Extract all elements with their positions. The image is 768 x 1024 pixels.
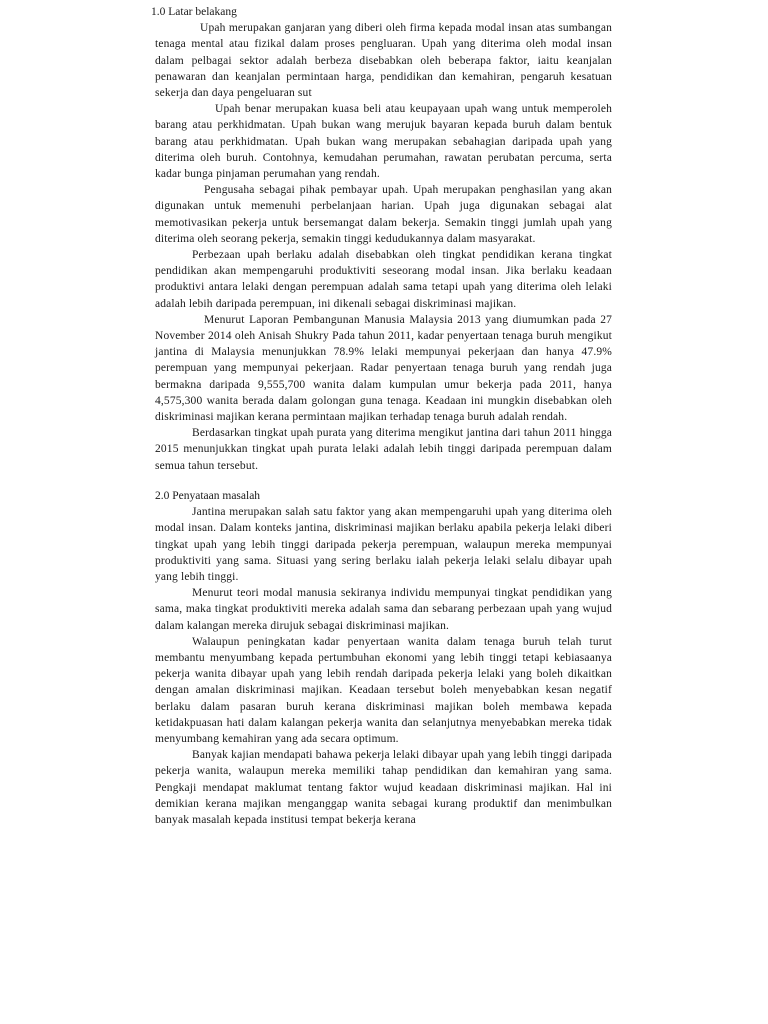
paragraph: Upah benar merupakan kuasa beli atau keupayaan upah wang untuk memperoleh barang atau perkhidmatan. Upah bukan wang merujuk bayaran kepada buruh dalam bentuk barang atau perkhidmatan. Upah bukan wang merupakan sebahagian daripada upah yang diterima oleh buruh. Contohnya, kemudahan perumahan, rawatan perubatan percuma, serta kadar bunga pinjaman perumahan yang rendah.	[155, 103, 612, 181]
document-page	[151, 4, 612, 828]
paragraph: Berdasarkan tingkat upah purata yang diterima mengikut jantina dari tahun 2011 hingga 2015 menunjukkan tingkat upah purata lelaki adalah lebih tinggi daripada perempuan dalam semua tahun tersebut.	[155, 427, 612, 472]
paragraph: Menurut teori modal manusia sekiranya individu mempunyai tingkat pendidikan yang sama, maka tingkat produktiviti mereka adalah sama dan sebarang perbezaan upah yang wujud dalam kalangan mereka dirujuk sebagai diskriminasi majikan.	[155, 587, 612, 632]
section-heading-penyataan-masalah: 2.0 Penyataan masalah	[155, 489, 261, 502]
paragraph: Pengusaha sebagai pihak pembayar upah. Upah merupakan penghasilan yang akan digunakan untuk memenuhi perbelanjaan harian. Upah juga digunakan sebagai alat memotivasikan pekerja untuk bersemangat dalam bekerja. Semakin tinggi jumlah upah yang diterima oleh seorang pekerja, semakin tinggi kedudukannya dalam masyarakat.	[155, 184, 612, 245]
paragraph: Walaupun peningkatan kadar penyertaan wanita dalam tenaga buruh telah turut membantu menyumbang kepada pertumbuhan ekonomi yang lebih tinggi tetapi kebiasaanya pekerja wanita dibayar upah yang lebih rendah daripada pekerja lelaki yang boleh dikaitkan dengan amalan diskriminasi majikan. Keadaan tersebut boleh menyebabkan kesan negatif berlaku dalam pasaran buruh kerana diskriminasi majikan boleh membawa kepada ketidakpuasan hati dalam kalangan pekerja wanita dan selanjutnya menyebabkan mereka tidak menyumbang kemahiran yang ada secara optimum.	[155, 635, 612, 745]
paragraph: Menurut Laporan Pembangunan Manusia Malaysia 2013 yang diumumkan pada 27 November 2014 oleh Anisah Shukry Pada tahun 2011, kadar penyertaan tenaga buruh mengikut jantina di Malaysia menunjukkan 78.9% lelaki mempunyai pekerjaan dan hanya 47.9% perempuan yang mempunyai pekerjaan. Radar penyertaan tenaga buruh yang rendah juga bermakna daripada 9,555,700 wanita dalam kumpulan umur bekerja pada 2011, hanya 4,575,300 wanita berada dalam golongan guna tenaga. Keadaan ini mungkin disebabkan oleh diskriminasi majikan kerana permintaan majikan terhadap tenaga buruh adalah rendah.	[155, 313, 612, 424]
paragraph: Upah merupakan ganjaran yang diberi oleh firma kepada modal insan atas sumbangan tenaga mental atau fizikal dalam proses pengluaran. Upah yang diterima oleh modal insan dalam pelbagai sektor adalah berbeza disebabkan oleh beberapa faktor, iaitu keanjalan penawaran dan keanjalan permintaan harga, pendidikan dan kemahiran, pengaruh kesatuan sekerja dan daya pengeluaran sut	[155, 22, 612, 100]
paragraph: Banyak kajian mendapati bahawa pekerja lelaki dibayar upah yang lebih tinggi daripada pekerja wanita, walaupun mereka memiliki tahap pendidikan dan kemahiran yang sama. Pengkaji mendapat maklumat tentang faktor wujud keadaan diskriminasi majikan. Hal ini demikian kerana majikan menganggap wanita sebagai kurang produktif dan menimbulkan banyak masalah kepada institusi tempat bekerja kerana	[155, 749, 612, 826]
paragraph: Jantina merupakan salah satu faktor yang akan mempengaruhi upah yang diterima oleh modal insan. Dalam konteks jantina, diskriminasi majikan berlaku apabila pekerja lelaki diberi tingkat upah yang lebih tinggi daripada pekerja perempuan, walaupun mereka mempunyai produktiviti yang sama. Situasi yang sering berlaku ialah pekerja lelaki selalu dibayar upah yang lebih tinggi.	[155, 506, 612, 583]
paragraph: Perbezaan upah berlaku adalah disebabkan oleh tingkat pendidikan kerana tingkat pendidikan akan mempengaruhi produktiviti seseorang modal insan. Jika berlaku keadaan produktivi antara lelaki dengan perempuan adalah sama tetapi upah yang diterima oleh lelaki adalah lebih daripada perempuan, ini dikenali sebagai diskriminasi majikan.	[155, 249, 612, 310]
section-heading-latar-belakang: 1.0 Latar belakang	[151, 6, 237, 18]
